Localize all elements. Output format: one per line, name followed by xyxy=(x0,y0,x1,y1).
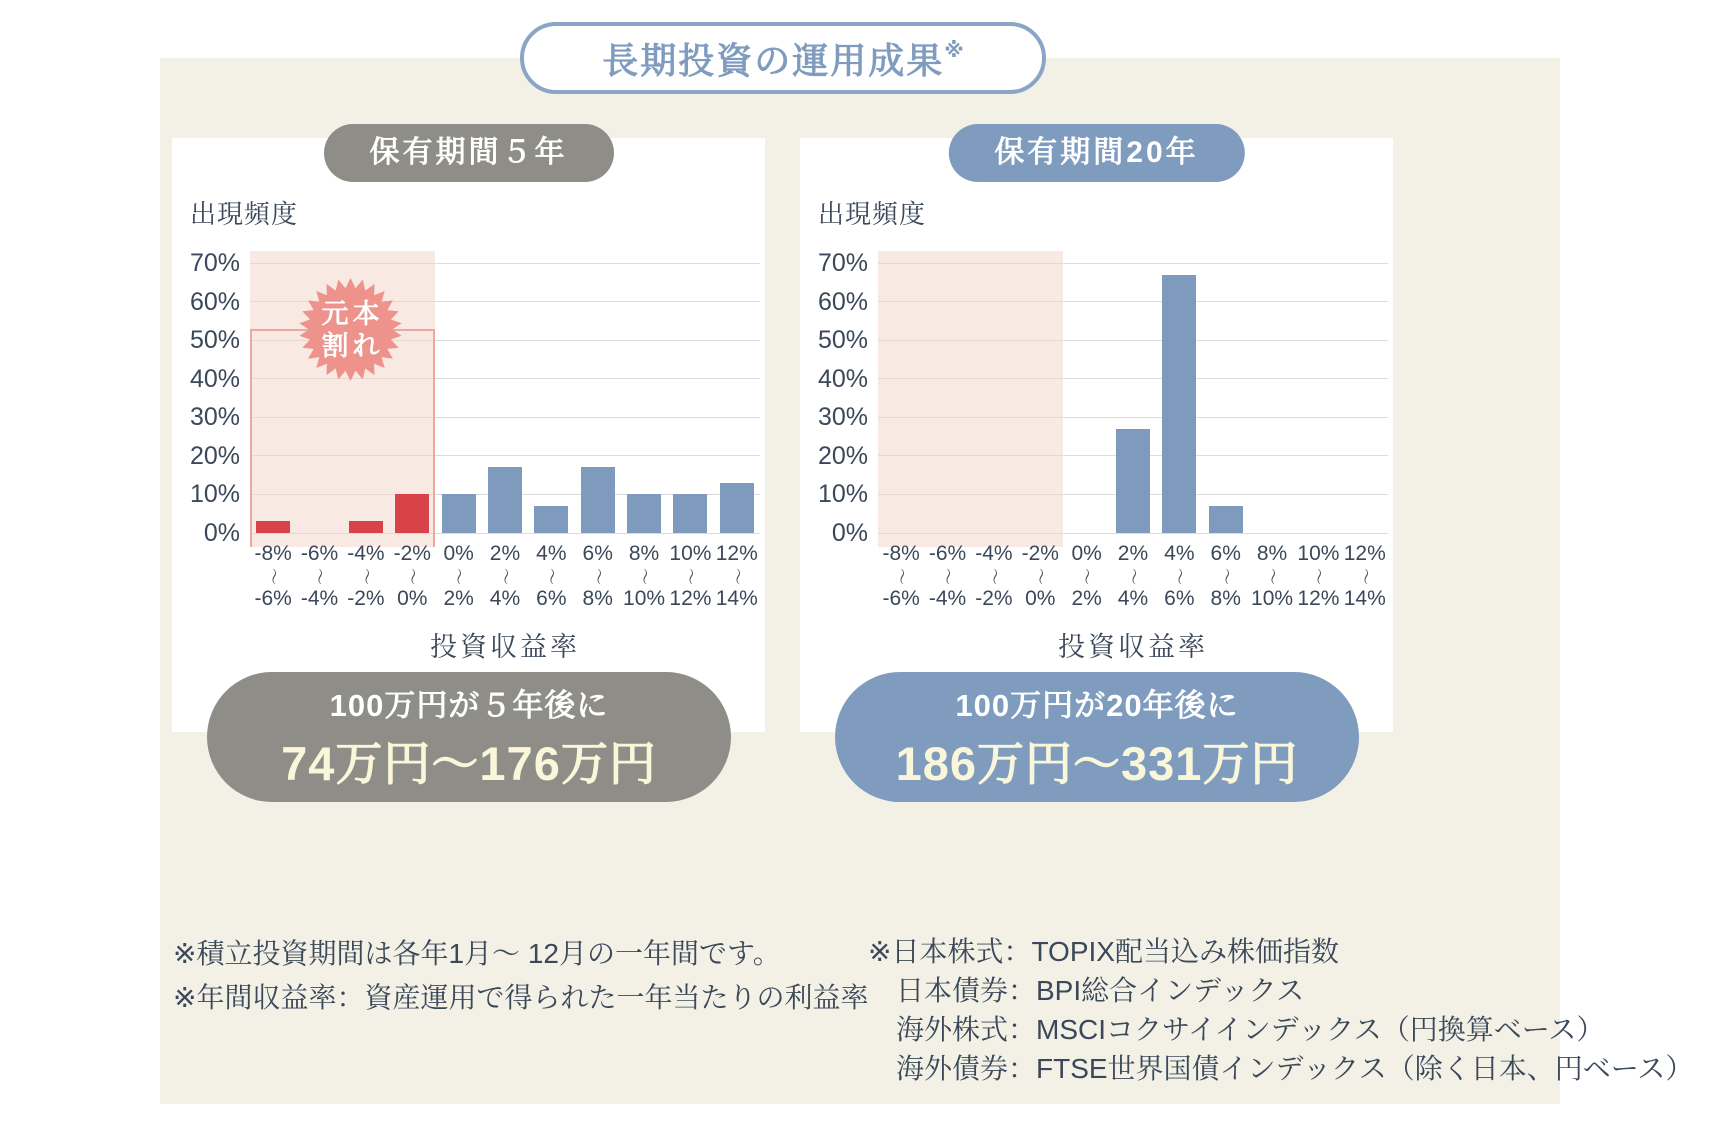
tilde-separator: 〜 xyxy=(984,567,1004,585)
y-tick-label: 0% xyxy=(203,519,240,547)
bar-4%-to-6% xyxy=(534,506,568,533)
y-tick-label: 10% xyxy=(817,480,868,509)
bar--4%-to--2% xyxy=(349,521,383,533)
x-tick--2%-to-0%: -2% 〜 0% xyxy=(1021,542,1059,610)
tilde-separator: 〜 xyxy=(402,567,422,585)
tilde-separator: 〜 xyxy=(588,567,608,585)
bar-6%-to-8% xyxy=(581,467,615,533)
footnote-jp-bond: 日本債券：BPI総合インデックス xyxy=(896,975,1305,1006)
footnote-annual-return: ※年間収益率：資産運用で得られた一年当たりの利益率 xyxy=(173,982,869,1013)
x-tick-4%-to-6%: 4% 〜 6% xyxy=(1164,542,1195,610)
bar-2%-to-4% xyxy=(488,467,522,533)
x-axis-ticks xyxy=(250,542,760,611)
x-axis-title: 投資収益率 xyxy=(1058,632,1208,662)
x-tick-12%-to-14%: 12% 〜 14% xyxy=(1343,542,1386,610)
y-tick-label: 20% xyxy=(189,441,240,470)
page-title-pill xyxy=(520,22,1046,94)
footnotes-left xyxy=(173,932,868,1020)
tilde-separator: 〜 xyxy=(891,567,911,585)
x-tick-10%-to-12%: 10% 〜 12% xyxy=(1297,542,1340,610)
plot-area-5yr xyxy=(250,263,760,533)
holding-period-20yr-pill xyxy=(948,124,1244,182)
x-tick-8%-to-10%: 8% 〜 10% xyxy=(1251,542,1294,610)
x-axis-ticks xyxy=(878,542,1388,611)
footnote-intl-bond: 海外債券：FTSE世界国債インデックス（除く日本、円ベース） xyxy=(896,1053,1694,1084)
x-tick-6%-to-8%: 6% 〜 8% xyxy=(582,542,613,610)
x-tick--6%-to--4%: -6% 〜 -4% xyxy=(928,542,967,610)
footnote-jp-equity: ※日本株式：TOPIX配当込み株価指数 xyxy=(868,936,1339,967)
summary-20yr-range: 186万円〜331万円 xyxy=(895,737,1299,790)
page-title-note: ※ xyxy=(944,40,964,62)
chart-panel-5yr xyxy=(172,138,765,732)
page-title: 長期投資の運用成果 xyxy=(602,39,945,81)
y-tick-label: 50% xyxy=(189,326,240,355)
tilde-separator: 〜 xyxy=(938,567,958,585)
y-tick-label: 40% xyxy=(817,364,868,393)
x-tick-10%-to-12%: 10% 〜 12% xyxy=(669,542,712,610)
tilde-separator: 〜 xyxy=(356,567,376,585)
x-axis-title: 投資収益率 xyxy=(430,632,580,662)
x-tick--8%-to--6%: -8% 〜 -6% xyxy=(882,542,920,610)
y-axis-ticks xyxy=(800,249,868,547)
holding-period-20yr-label: 保有期間20年 xyxy=(994,136,1199,169)
x-tick-4%-to-6%: 4% 〜 6% xyxy=(536,542,567,610)
y-tick-label: 60% xyxy=(189,287,240,316)
bar-6%-to-8% xyxy=(1209,506,1243,533)
bar-0%-to-2% xyxy=(442,494,476,533)
tilde-separator: 〜 xyxy=(634,567,654,585)
y-axis-title: 出現頻度 xyxy=(190,199,299,229)
footnotes-right xyxy=(868,932,1693,1088)
tilde-separator: 〜 xyxy=(449,567,469,585)
tilde-separator: 〜 xyxy=(1123,567,1143,585)
bar--8%-to--6% xyxy=(256,521,290,533)
chart-panel-20yr xyxy=(800,138,1393,732)
tilde-separator: 〜 xyxy=(727,567,747,585)
x-tick--2%-to-0%: -2% 〜 0% xyxy=(393,542,431,610)
tilde-separator: 〜 xyxy=(495,567,515,585)
x-tick-0%-to-2%: 0% 〜 2% xyxy=(1071,542,1102,610)
y-axis-title: 出現頻度 xyxy=(818,199,927,229)
bar-2%-to-4% xyxy=(1116,429,1150,533)
bar-12%-to-14% xyxy=(720,483,754,533)
y-tick-label: 30% xyxy=(817,403,868,432)
tilde-separator: 〜 xyxy=(263,567,283,585)
principal-loss-badge-text: 元本 割れ xyxy=(321,298,384,361)
bar--2%-to-0% xyxy=(395,494,429,533)
y-tick-label: 40% xyxy=(189,364,240,393)
holding-period-5yr-pill xyxy=(324,124,614,182)
summary-20yr-line1: 100万円が20年後に xyxy=(955,688,1239,723)
tilde-separator: 〜 xyxy=(1077,567,1097,585)
y-axis-ticks xyxy=(172,249,240,547)
summary-5yr-pill xyxy=(207,672,731,802)
bar-4%-to-6% xyxy=(1162,275,1196,533)
y-tick-label: 50% xyxy=(817,326,868,355)
x-tick-2%-to-4%: 2% 〜 4% xyxy=(489,542,521,610)
tilde-separator: 〜 xyxy=(1355,567,1375,585)
summary-20yr-pill xyxy=(835,672,1359,802)
x-tick-6%-to-8%: 6% 〜 8% xyxy=(1210,542,1241,610)
summary-5yr-range: 74万円〜176万円 xyxy=(281,737,657,790)
x-tick--6%-to--4%: -6% 〜 -4% xyxy=(300,542,339,610)
tilde-separator: 〜 xyxy=(1030,567,1050,585)
tilde-separator: 〜 xyxy=(1169,567,1189,585)
x-tick--4%-to--2%: -4% 〜 -2% xyxy=(975,542,1013,610)
y-tick-label: 10% xyxy=(189,480,240,509)
y-tick-label: 70% xyxy=(189,249,240,277)
bar-10%-to-12% xyxy=(673,494,707,533)
x-tick-2%-to-4%: 2% 〜 4% xyxy=(1117,542,1149,610)
tilde-separator: 〜 xyxy=(1216,567,1236,585)
x-tick--4%-to--2%: -4% 〜 -2% xyxy=(347,542,385,610)
y-tick-label: 70% xyxy=(817,249,868,277)
footnote-period: ※積立投資期間は各年1月〜 12月の一年間です。 xyxy=(173,938,781,969)
tilde-separator: 〜 xyxy=(1262,567,1282,585)
tilde-separator: 〜 xyxy=(1308,567,1328,585)
x-tick-12%-to-14%: 12% 〜 14% xyxy=(715,542,758,610)
tilde-separator: 〜 xyxy=(541,567,561,585)
x-tick-8%-to-10%: 8% 〜 10% xyxy=(623,542,666,610)
y-tick-label: 20% xyxy=(817,441,868,470)
x-tick--8%-to--6%: -8% 〜 -6% xyxy=(254,542,292,610)
principal-loss-region xyxy=(878,251,1063,547)
holding-period-5yr-label: 保有期間５年 xyxy=(369,136,568,169)
summary-5yr-line1: 100万円が５年後に xyxy=(329,688,609,723)
bar-8%-to-10% xyxy=(627,494,661,533)
footnote-intl-equity: 海外株式：MSCIコクサイインデックス（円換算ベース） xyxy=(896,1014,1605,1045)
plot-area-20yr xyxy=(878,263,1388,533)
tilde-separator: 〜 xyxy=(680,567,700,585)
y-tick-label: 0% xyxy=(831,519,868,547)
tilde-separator: 〜 xyxy=(310,567,330,585)
y-tick-label: 30% xyxy=(189,403,240,432)
y-tick-label: 60% xyxy=(817,287,868,316)
principal-loss-badge xyxy=(298,277,403,382)
x-tick-0%-to-2%: 0% 〜 2% xyxy=(443,542,474,610)
